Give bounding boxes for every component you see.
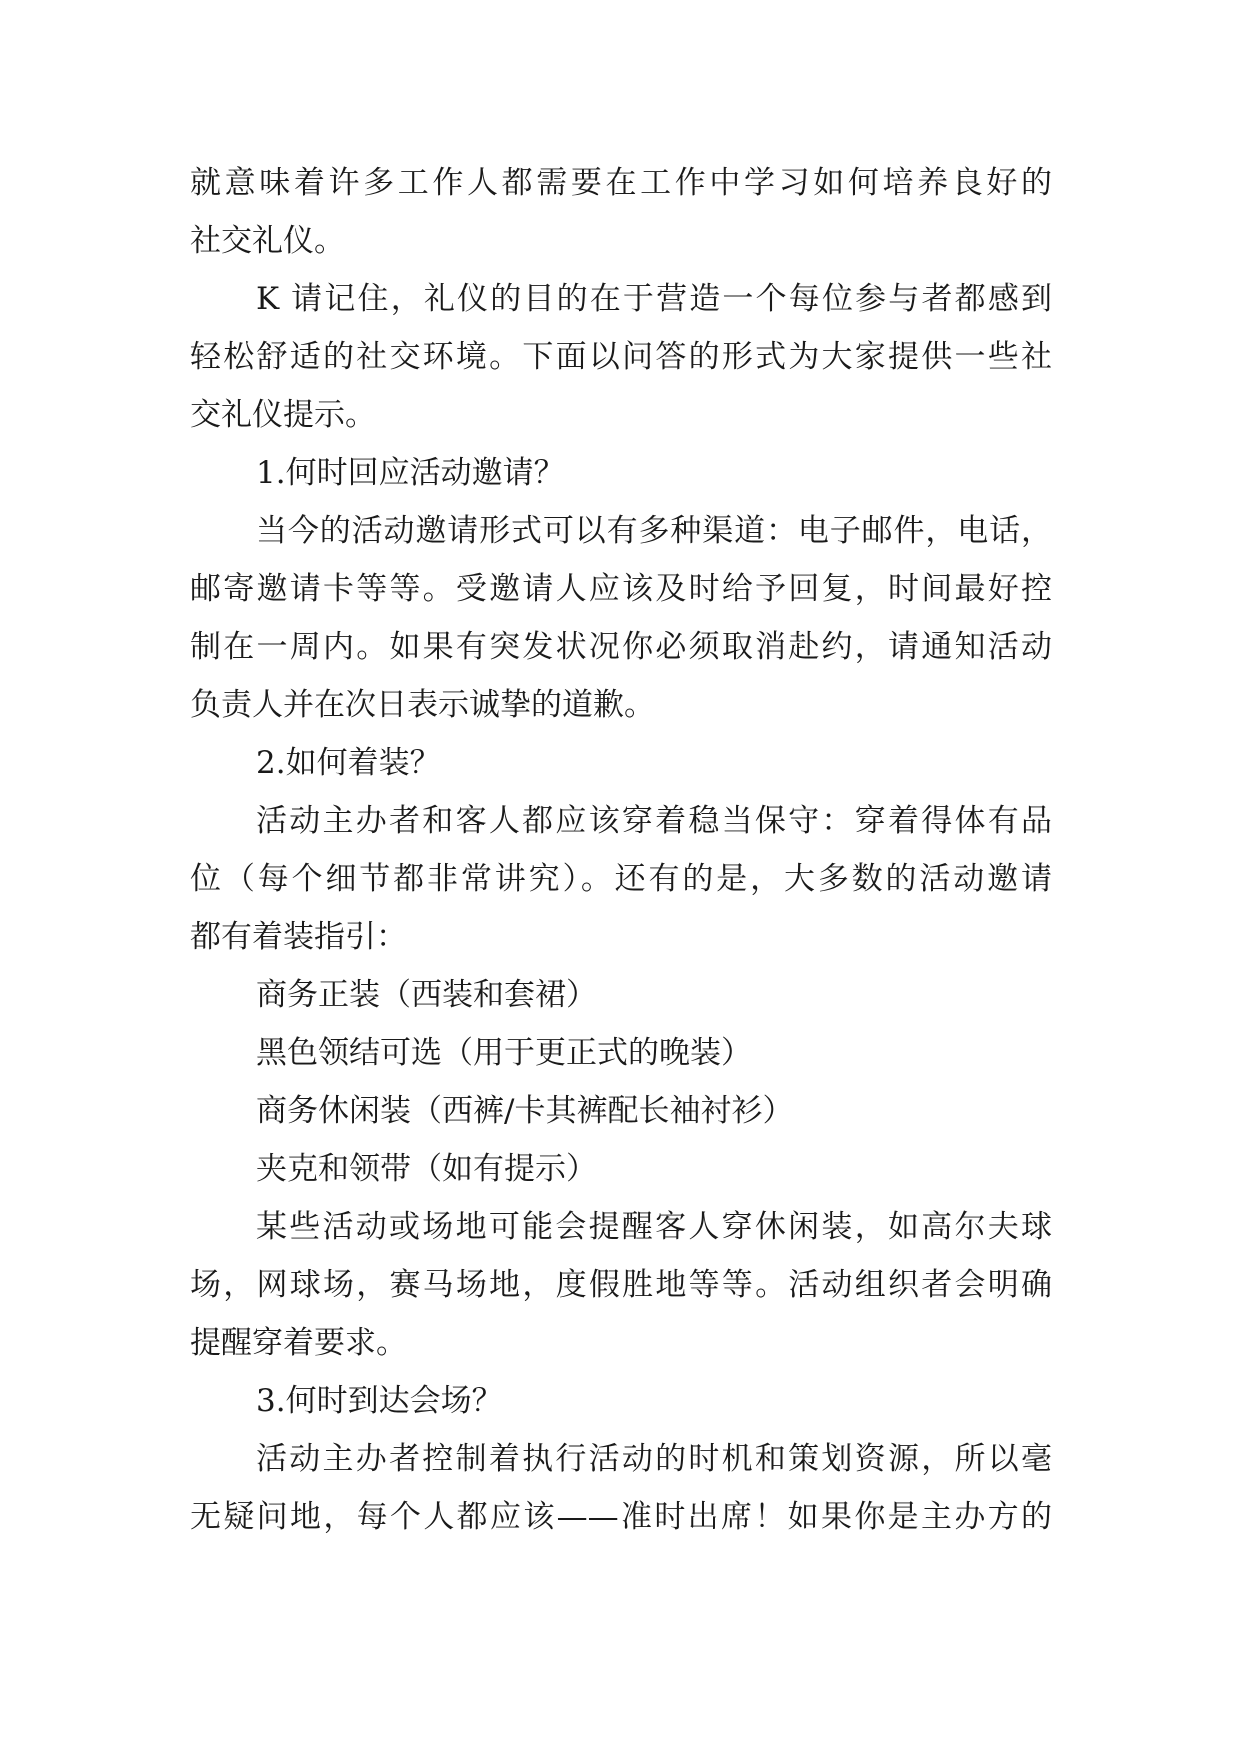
paragraph-line: 当今的活动邀请形式可以有多种渠道：电子邮件，电话， (256, 513, 1052, 549)
paragraph-line: 邮寄邀请卡等等。受邀请人应该及时给予回复，时间最好控 (190, 571, 1052, 607)
paragraph-line: 活动主办者和客人都应该穿着稳当保守：穿着得体有品 (256, 803, 1052, 839)
list-item: 夹克和领带（如有提示） (256, 1151, 597, 1187)
list-item: 黑色领结可选（用于更正式的晚装） (256, 1035, 752, 1071)
paragraph-line: K 请记住，礼仪的目的在于营造一个每位参与者都感到 (256, 281, 1052, 317)
paragraph-line: 就意味着许多工作人都需要在工作中学习如何培养良好的 (190, 165, 1052, 201)
paragraph-line: 无疑问地，每个人都应该——准时出席！如果你是主办方的 (190, 1499, 1052, 1535)
paragraph-line: 场，网球场，赛马场地，度假胜地等等。活动组织者会明确 (190, 1267, 1052, 1303)
paragraph-line: 制在一周内。如果有突发状况你必须取消赴约，请通知活动 (190, 629, 1052, 665)
paragraph-line: 社交礼仪。 (190, 223, 345, 259)
list-item: 商务休闲装（西裤/卡其裤配长袖衬衫） (256, 1093, 794, 1129)
paragraph-line: 轻松舒适的社交环境。下面以问答的形式为大家提供一些社 (190, 339, 1052, 375)
paragraph-line: 都有着装指引： (190, 919, 407, 955)
paragraph-line: 位（每个细节都非常讲究）。还有的是，大多数的活动邀请 (190, 861, 1052, 897)
paragraph-line: 交礼仪提示。 (190, 397, 376, 433)
paragraph-line: 负责人并在次日表示诚挚的道歉。 (190, 687, 655, 723)
paragraph-line: 活动主办者控制着执行活动的时机和策划资源，所以毫 (256, 1441, 1052, 1477)
paragraph-line: 提醒穿着要求。 (190, 1325, 407, 1361)
question-heading: 3.何时到达会场？ (256, 1383, 503, 1419)
question-heading: 2.如何着装？ (256, 745, 441, 781)
paragraph-line: 某些活动或场地可能会提醒客人穿休闲装，如高尔夫球 (256, 1209, 1052, 1245)
question-heading: 1.何时回应活动邀请？ (256, 455, 565, 491)
list-item: 商务正装（西装和套裙） (256, 977, 597, 1013)
